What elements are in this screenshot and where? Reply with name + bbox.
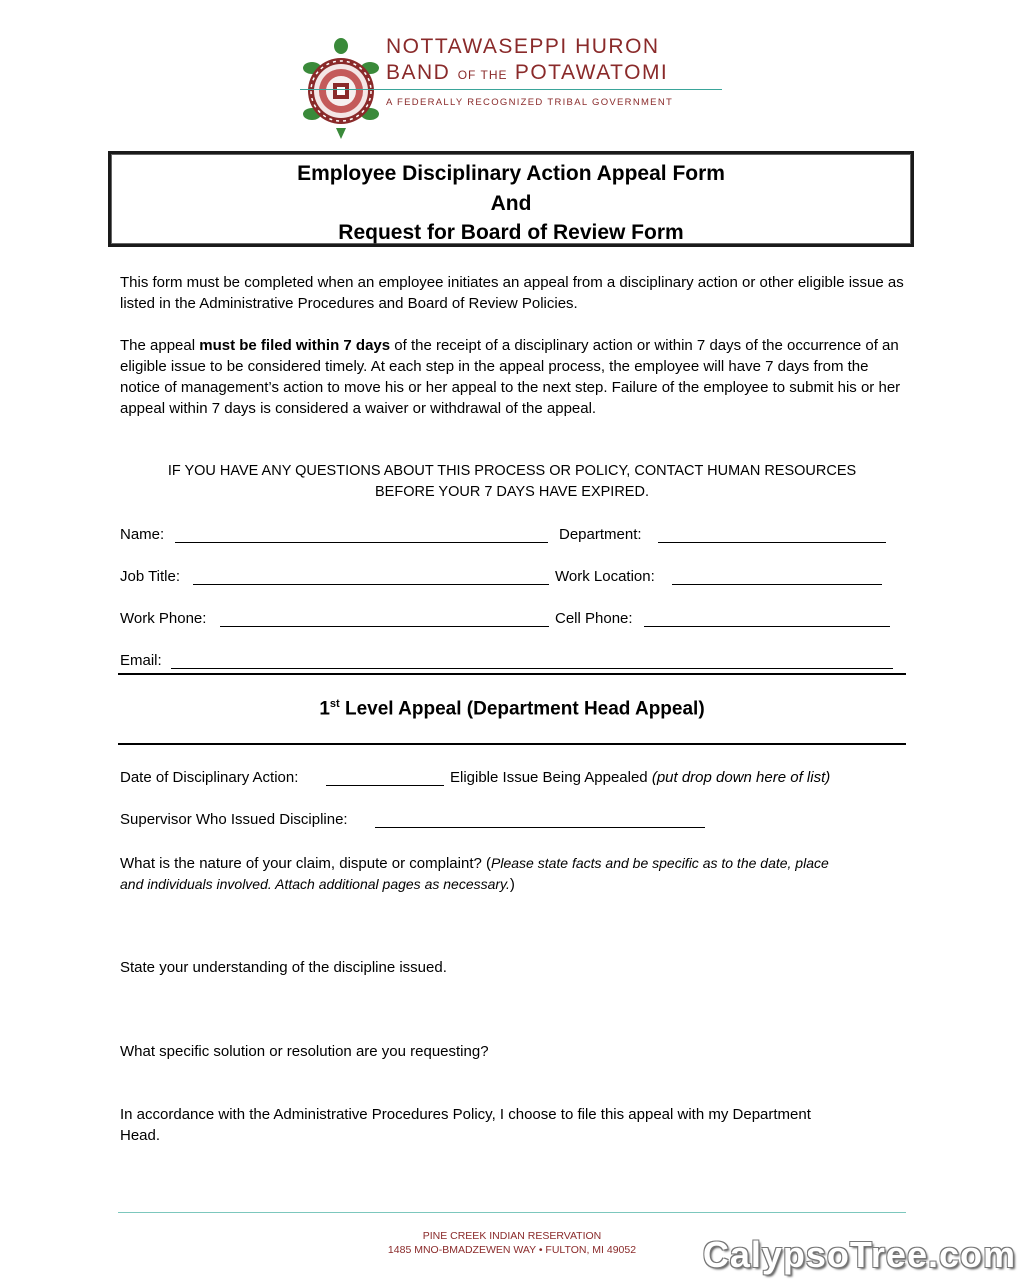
nature-question-close: ): [509, 876, 515, 893]
org-name-line1: NOTTAWASEPPI HURON: [386, 35, 660, 58]
org-name-potawatomi: POTAWATOMI: [514, 61, 669, 84]
intro-p2-rest: of the receipt of a disciplinary action or within 7 days of the occurrence of an eligible issue to be considered timely. At each step in the appeal process, the employee will have 7 days from the notice of management’s action to move his or her appeal to the next step. Failure of the employee to submit his or her appeal within 7 days is considered a waiver or withdrawal of the appeal.: [120, 337, 901, 417]
intro-p2-lead: The appeal: [120, 337, 200, 354]
footer-divider: [118, 1212, 906, 1213]
eligible-issue-dropdown-note[interactable]: (put drop down here of list): [651, 769, 831, 786]
nature-question-lead: What is the nature of your claim, dispute or complaint? (: [120, 855, 492, 872]
name-label: Name:: [120, 526, 165, 543]
intro-p2-deadline: must be filed within 7 days: [199, 337, 391, 354]
intro-paragraph-2: [120, 335, 910, 419]
form-title-line3: Request for Board of Review Form: [338, 221, 684, 244]
accordance-line1: In accordance with the Administrative Procedures Policy, I choose to file this appeal with my Department: [120, 1106, 811, 1123]
email-field[interactable]: [171, 668, 893, 669]
org-name-line2: [386, 61, 668, 85]
turtle-emblem-icon: [300, 36, 382, 140]
footer-address: 1485 MNO-BMADZEWEN WAY • FULTON, MI 49052: [387, 1244, 637, 1256]
hr-notice-line1: IF YOU HAVE ANY QUESTIONS ABOUT THIS PROCESS OR POLICY, CONTACT HUMAN RESOURCES: [167, 463, 857, 479]
org-name-of-the: OF THE: [457, 68, 508, 82]
understanding-question: State your understanding of the discipline issued.: [120, 959, 447, 976]
section-bottom-rule: [118, 743, 906, 745]
footer-reservation: PINE CREEK INDIAN RESERVATION: [422, 1230, 602, 1242]
email-label: Email:: [120, 652, 162, 669]
intro-paragraph-1: This form must be completed when an employee initiates an appeal from a disciplinary action or other eligible issue as listed in the Administrative Procedures and Board of Review Policies.: [120, 274, 904, 312]
date-of-action-label: Date of Disciplinary Action:: [120, 769, 299, 786]
section-top-rule: [118, 673, 906, 675]
cell-phone-label: Cell Phone:: [555, 610, 633, 627]
org-tagline: A FEDERALLY RECOGNIZED TRIBAL GOVERNMENT: [386, 97, 674, 108]
work-phone-field[interactable]: [220, 626, 549, 627]
department-field[interactable]: [658, 542, 886, 543]
form-title-line2: And: [490, 191, 532, 215]
accordance-line2: Head.: [120, 1127, 161, 1144]
job-title-label: Job Title:: [120, 568, 181, 585]
work-location-label: Work Location:: [555, 568, 655, 585]
work-location-field[interactable]: [672, 584, 882, 585]
nature-question-note2: and individuals involved. Attach additional pages as necessary.: [120, 876, 510, 892]
supervisor-field[interactable]: [375, 827, 705, 828]
form-title-line1: Employee Disciplinary Action Appeal Form: [297, 162, 725, 185]
name-field[interactable]: [175, 542, 548, 543]
department-label: Department:: [559, 526, 642, 543]
section1-title-num: 1: [319, 698, 330, 720]
watermark-text: CalypsoTree.com: [702, 1234, 1016, 1275]
work-phone-label: Work Phone:: [120, 610, 207, 627]
job-title-field[interactable]: [193, 584, 549, 585]
org-name-band: BAND: [386, 61, 451, 84]
section1-title-sup: st: [329, 698, 340, 710]
form-title-box: [108, 151, 914, 247]
nature-question-note1: Please state facts and be specific as to the date, place: [491, 855, 829, 871]
section1-title: [118, 698, 906, 720]
supervisor-label: Supervisor Who Issued Discipline:: [120, 811, 348, 828]
hr-notice-line2: BEFORE YOUR 7 DAYS HAVE EXPIRED.: [375, 484, 649, 500]
resolution-question: What specific solution or resolution are you requesting?: [120, 1043, 489, 1060]
date-of-action-field[interactable]: [326, 785, 444, 786]
org-divider: [300, 89, 722, 90]
cell-phone-field[interactable]: [644, 626, 890, 627]
eligible-issue-label: [450, 769, 830, 786]
nature-of-claim-question: [120, 853, 910, 895]
eligible-issue-text: Eligible Issue Being Appealed: [450, 769, 648, 786]
section1-title-rest: Level Appeal (Department Head Appeal): [339, 698, 705, 720]
